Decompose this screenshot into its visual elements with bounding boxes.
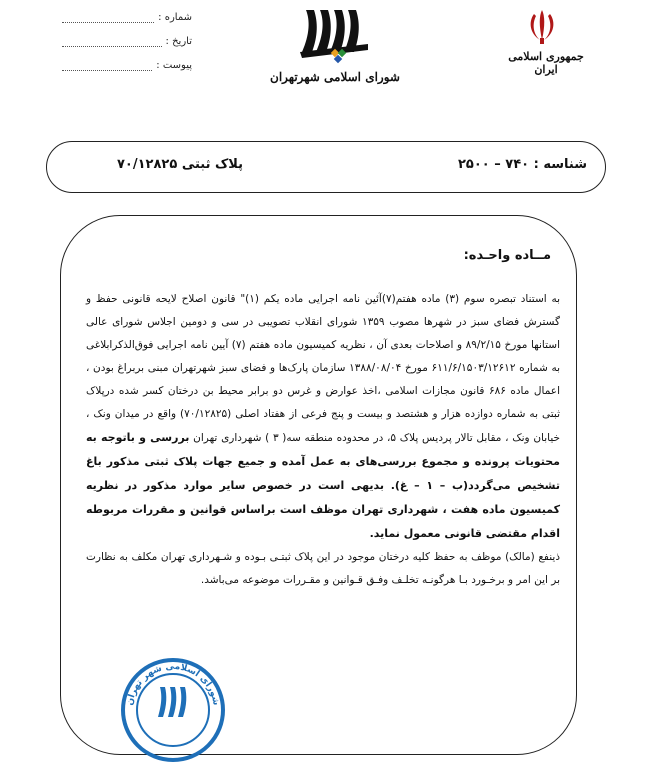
article-heading: مــاده واحـده: <box>463 248 551 263</box>
number-label: شماره : <box>158 12 192 23</box>
attachment-line <box>62 62 152 71</box>
iran-emblem-icon <box>522 6 562 46</box>
article-paragraph-1 <box>86 288 560 546</box>
seal-text: شورای اسلامی شهر تهران <box>125 661 221 707</box>
date-line <box>62 38 162 47</box>
council-seal-icon <box>118 655 228 765</box>
country-name: جمهوری اسلامی ایران <box>508 50 584 76</box>
number-field <box>62 12 192 23</box>
date-label: تاریخ : <box>165 36 192 47</box>
registration-plate: پلاک ثبتی ۷۰/۱۲۸۲۵ <box>117 157 244 172</box>
id-box <box>46 141 606 193</box>
article-paragraph-2: ذینفع (مالک) موظف به حفظ کلیه درختان موجود در این پلاک ثبتـی بـوده و شـهرداری تهران مکلف به نظارت بر این امر و برخـورد بـا هرگونـه تخلـف وفـق قـوانین و مقـررات موضوعه می‌باشد. <box>86 551 560 586</box>
document-id: شناسه : ۷۴۰ – ۲۵۰۰ <box>457 157 587 172</box>
article-text <box>86 288 560 592</box>
attachment-field <box>62 60 192 71</box>
attachment-label: پیوست : <box>156 60 192 71</box>
number-line <box>62 14 154 23</box>
council-name: شورای اسلامی شهرتهران <box>270 70 400 84</box>
council-logo-icon <box>296 4 376 64</box>
paragraph-1-text: به استناد تبصره سوم (۳) ماده هفتم(۷)آئین نامه اجرایی ماده یکم (۱)" قانون اصلاح لایحه قانونی حفظ و گسترش فضای سبز در شهرها مصوب ۱۳۵۹ شورای انقلاب تصویبی در سی و دومین اجلاس شورای عالی استانها مورخ ۸۹/۲/۱۵ و اصلاحات بعدی آن ، نظریه کمیسیون ماده هفتم (۷) آیین نامه اجرایی فوق‌الذکرابلاغی به شماره ۶۱۱/۶/۱۵۰۳/۱۲۶۱۲ مورخ ۱۳۸۸/۰۸/۰۴ سازمان پارک‌ها و فضای سبز شهرتهران مبنی بربراغ بودن ، اعمال ماده ۶۸۶ قانون مجازات اسلامی ،اخذ عوارض و غرس دو برابر محیط بن درختان کسر شده درپلاک ثبتی به شماره دوازده هزار و هشتصد و بیست و پنج فرعی از هفتاد اصلی (۷۰/۱۲۸۲۵) واقع در میدان ونک ، خیابان ونک ، مقابل تالار پردیس پلاک ۵، در محدوده منطقه سه( ۳ ) شهرداری تهران <box>86 293 561 444</box>
date-field <box>62 36 192 47</box>
paragraph-1-bold: بررسی و باتوجه به محتویات پرونده و مجموع بررسی‌های به عمل آمده و جمیع جهات پلاک ثبتی مذکور باغ تشخیص می‌گردد(ب – ۱ – غ). بدیهی است در خصوص سایر موارد مذکور در نظریه کمیسیون ماده هفت ، شهرداری تهران موظف است براساس قوانین و مقررات مربوطه اقدام مقتضی قانونی معمول نماید. <box>86 431 560 540</box>
